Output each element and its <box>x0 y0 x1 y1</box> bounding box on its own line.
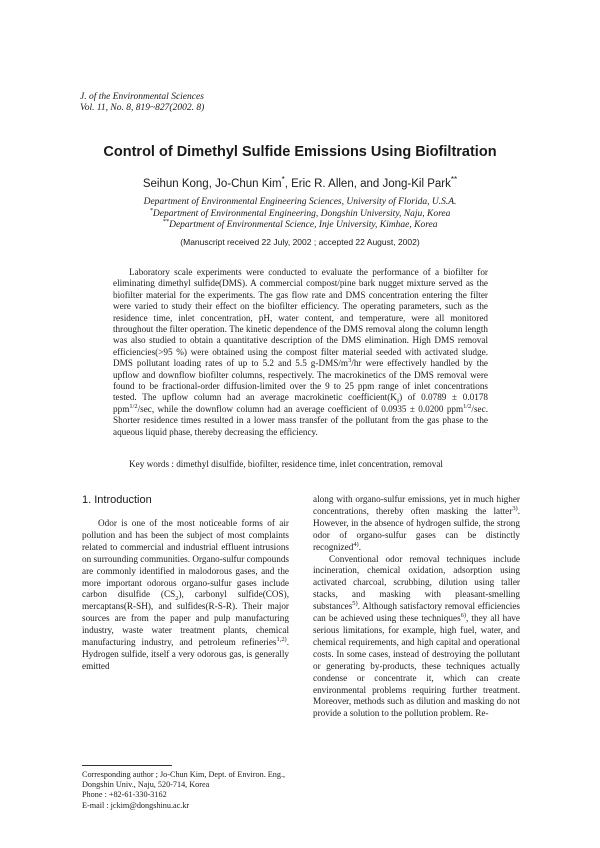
abstract-part-4: /sec, while the downflow column had an average coefficient of 0.0935 ± 0.0200 ppm <box>137 403 464 414</box>
author-mark-1: * <box>281 175 285 185</box>
footnote-phone: Phone : +82-61-330-3162 <box>82 790 167 800</box>
abstract <box>113 267 488 438</box>
keywords: Key words : dimethyl disulfide, biofilter, residence time, inlet concentration, removal <box>129 459 443 469</box>
intro-p1-sub: 2 <box>175 595 179 603</box>
abstract-sup-2: 1/2 <box>129 402 138 410</box>
right-p2-sup-1: 5) <box>352 600 358 608</box>
abstract-sup-1: 3 <box>348 357 352 365</box>
abstract-part-2: /hr were effectively handled by the upflow and downflow biofilter columns, respectively. The macrokinetics of the DMS removal were found to be fractional-order diffusion-limited over the 9 to 25 ppm range of inlet concentrations tested. The upflow column had an average macrokinetic coefficient(K <box>113 358 488 403</box>
manuscript-dates: (Manuscript received 22 July, 2002 ; accepted 22 August, 2002) <box>180 237 420 247</box>
affiliation-2-text: Department of Environmental Engineering, Dongshin University, Naju, Korea <box>152 208 451 219</box>
intro-paragraph-2 <box>313 554 520 721</box>
author-text-2: , Eric R. Allen, and Jong-Kil Park <box>284 178 451 190</box>
left-column <box>82 518 289 673</box>
intro-p1-part-3: . Hydrogen sulfide, itself a very odorous gas, is generally emitted <box>82 637 289 671</box>
right-p1-sup-2: 4) <box>353 540 359 548</box>
right-p2-part-3: , they all have serious limitations, for example, high fuel, water, and chemical requirements, and high capital and operational costs. In some cases, instead of destroying the pollutant or generating by-products, these techniques actually condense or concentrate it, which can create environmental problems requiring further treatment. Moreover, methods such as dilution and masking do not provide a solution to the pollution problem. Re- <box>313 613 520 719</box>
abstract-part-1: Laboratory scale experiments were conducted to evaluate the performance of a biofilter for eliminating dimethyl sulfide(DMS). A commercial compost/pine bark nugget mixture served as the biofilter material for the experiments. The gas flow rate and DMS concentration entering the filter were varied to study their effect on the biofilter efficiency. The operating parameters, such as the residence time, inlet concentration, pH, water content, and temperature, were all monitored throughout the filter operation. The kinetic dependence of the DMS removal along the column length was also studied to obtain a quantitative description of the DMS elimination. High DMS removal efficiencies(>95 %) were obtained using the compost filter material seeded with activated sludge. DMS pollutant loading rates of up to 5.2 and 5.5 g-DMS/m <box>113 267 488 369</box>
journal-name: J. of the Environmental Sciences <box>80 92 204 102</box>
affiliation-3 <box>0 217 600 232</box>
right-p1-sup-1: 3) <box>512 504 518 512</box>
right-column <box>313 494 520 720</box>
abstract-part-3: ) of 0.0789 ± 0.0178 ppm <box>113 392 488 414</box>
intro-paragraph-1-cont <box>313 494 520 554</box>
paper-title: Control of Dimethyl Sulfide Emissions Using Biofiltration <box>103 144 497 160</box>
intro-p1-part-2: ), carbonyl sulfide(COS), mercaptans(R-SH), and sulfides(R-S-R). Their major sources are from the paper and pulp manufacturing industry, waste water treatment plants, chemical manufacturing industry, and petroleum refineries <box>82 589 289 648</box>
abstract-sub-1: f <box>396 398 400 406</box>
affiliation-2-mark: * <box>149 206 153 214</box>
right-p1-part-1: along with organo-sulfur emissions, yet in much higher concentrations, thereby often masking the latter <box>313 494 520 516</box>
author-mark-2: ** <box>450 175 458 185</box>
affiliations <box>0 197 600 232</box>
footnote-divider <box>82 765 172 766</box>
footnote-line-1: Corresponding author ; Jo-Chun Kim, Dept. of Environ. Eng., Dongshin Univ., Naju, 520-714, Korea <box>82 770 286 790</box>
abstract-sup-3: 1/2 <box>463 402 472 410</box>
author-list <box>0 175 600 190</box>
affiliation-3-text: Department of Environmental Science, Inje University, Kimhae, Korea <box>169 220 438 230</box>
intro-p1-part-1: Odor is one of the most noticeable forms of air pollution and has been the subject of most complaints related to commercial and industrial effluent intrusions on surrounding communities. Organo-sulfur compounds are commonly identified in malodorous gases, and the more important odorous organo-sulfur gases include carbon disulfide (CS <box>82 518 289 600</box>
corresponding-author-footnote <box>82 770 292 811</box>
journal-citation <box>80 92 204 114</box>
intro-p1-sup: 1,2) <box>276 636 287 643</box>
right-p2-sup-2: 6) <box>460 612 467 619</box>
abstract-part-5: /sec. Shorter residence times resulted in a lower mass transfer of the pollutant from the gas phase to the aqueous liquid phase, thereby decreasing the efficiency. <box>113 403 488 437</box>
footnote-email: E-mail : jckim@dongshinu.ac.kr <box>82 800 190 810</box>
right-p2-part-1: Conventional odor removal techniques include incineration, chemical oxidation, adsorption using activated charcoal, scrubbing, dilution using taller stacks, and masking with pleasant-smelling substances <box>313 553 520 612</box>
journal-volume: Vol. 11, No. 8, 819~827(2002. 8) <box>80 103 205 113</box>
section-heading-introduction: 1. Introduction <box>82 494 152 506</box>
affiliation-3-mark: ** <box>162 217 170 225</box>
affiliation-1: Department of Environmental Engineering Sciences, University of Florida, U.S.A. <box>143 197 457 207</box>
author-text-1: Seihun Kong, Jo-Chun Kim <box>142 178 282 190</box>
right-p2-part-2: . Although satisfactory removal efficiencies can be achieved using these techniques <box>313 601 520 624</box>
right-p1-part-3: . <box>358 541 361 552</box>
affiliation-2 <box>0 206 600 221</box>
right-p1-part-2: . However, in the absence of hydrogen sulfide, the strong odor of organo-sulfur gases can be distinctly recognized <box>313 505 520 552</box>
intro-paragraph-1 <box>82 518 289 673</box>
